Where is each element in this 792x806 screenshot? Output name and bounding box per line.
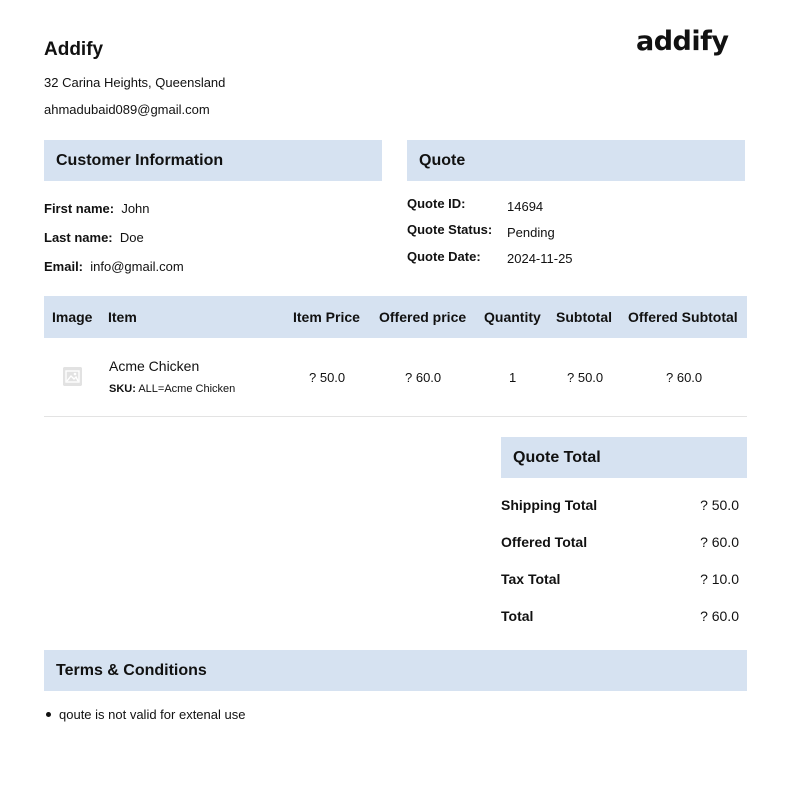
col-offered-subtotal: Offered Subtotal <box>628 309 738 325</box>
sku-value: ALL=Acme Chicken <box>138 383 236 395</box>
last-name-row <box>44 230 144 245</box>
shipping-total-value: ? 50.0 <box>700 497 739 513</box>
items-table-header <box>44 296 747 338</box>
quantity: 1 <box>509 370 517 385</box>
customer-info-heading: Customer Information <box>44 140 382 181</box>
item-sku <box>109 383 235 395</box>
col-item: Item <box>108 309 137 325</box>
last-name-value: Doe <box>119 230 144 245</box>
col-item-price: Item Price <box>293 309 360 325</box>
col-offered-price: Offered price <box>379 309 467 325</box>
col-subtotal: Subtotal <box>556 309 612 325</box>
offered-price: ? 60.0 <box>405 370 442 385</box>
offered-subtotal: ? 60.0 <box>666 370 703 385</box>
email-label: Email: <box>44 259 84 274</box>
quote-status-value: Pending <box>507 225 555 240</box>
first-name-row <box>44 201 150 216</box>
bullet-dot <box>46 712 51 717</box>
grand-total-value: ? 60.0 <box>700 608 739 624</box>
company-email: ahmadubaid089@gmail.com <box>44 102 210 117</box>
item-name: Acme Chicken <box>109 358 200 374</box>
col-image: Image <box>52 309 93 325</box>
quote-id-label: Quote ID: <box>407 196 466 211</box>
last-name-label: Last name: <box>44 230 113 245</box>
subtotal: ? 50.0 <box>567 370 604 385</box>
quote-status-label: Quote Status: <box>407 222 493 237</box>
company-logo: addify <box>636 26 729 57</box>
quote-heading: Quote <box>407 140 745 181</box>
row-divider <box>44 416 747 417</box>
terms-list-item <box>44 707 245 722</box>
quote-total-heading: Quote Total <box>501 437 747 478</box>
quote-id-value: 14694 <box>507 199 544 214</box>
tax-total-label: Tax Total <box>501 571 561 587</box>
email-row <box>44 259 184 274</box>
company-name: Addify <box>44 39 104 60</box>
offered-total-label: Offered Total <box>501 534 588 550</box>
col-quantity: Quantity <box>484 309 541 325</box>
sku-label: SKU: <box>109 383 136 395</box>
terms-text: qoute is not valid for extenal use <box>59 707 246 722</box>
offered-total-value: ? 60.0 <box>700 534 739 550</box>
first-name-label: First name: <box>44 201 115 216</box>
image-placeholder-icon <box>63 367 82 386</box>
quote-date-label: Quote Date: <box>407 249 481 264</box>
terms-heading: Terms & Conditions <box>44 650 747 691</box>
tax-total-value: ? 10.0 <box>700 571 739 587</box>
item-price: ? 50.0 <box>309 370 346 385</box>
email-value: info@gmail.com <box>90 259 184 274</box>
grand-total-label: Total <box>501 608 534 624</box>
quote-date-value: 2024-11-25 <box>507 251 573 266</box>
company-address: 32 Carina Heights, Queensland <box>44 75 226 90</box>
shipping-total-label: Shipping Total <box>501 497 598 513</box>
first-name-value: John <box>121 201 150 216</box>
